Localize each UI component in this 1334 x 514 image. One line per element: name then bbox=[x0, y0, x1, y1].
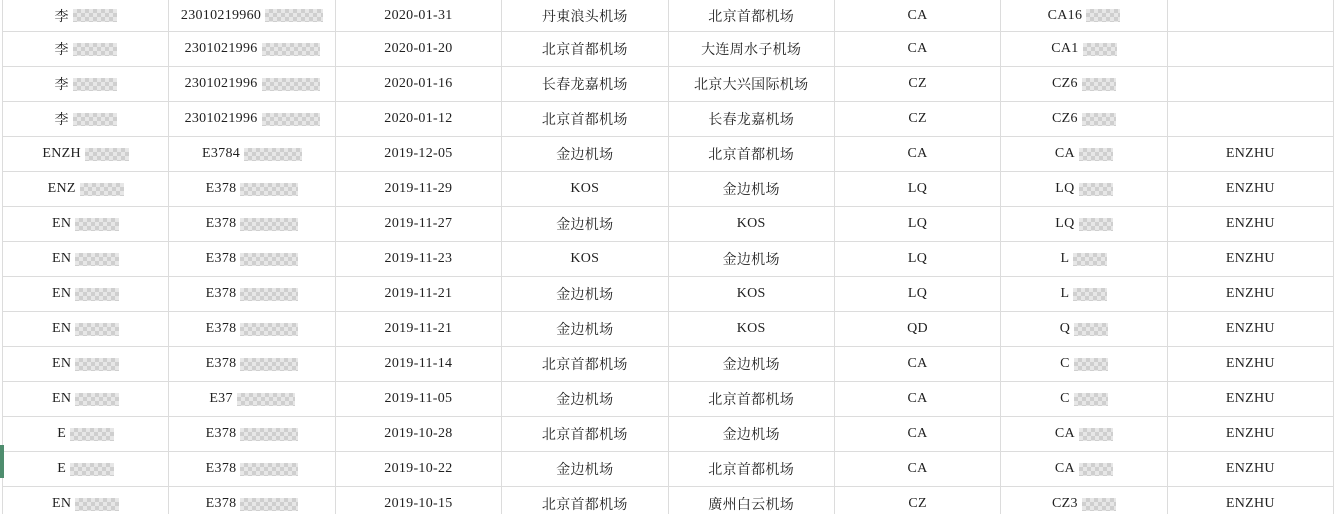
cell-flight-number[interactable] bbox=[1001, 0, 1167, 31]
redaction-mosaic bbox=[262, 78, 320, 91]
cell-holder-name[interactable] bbox=[1168, 137, 1334, 171]
cell-document-id[interactable] bbox=[169, 242, 335, 276]
cell-departure-airport[interactable] bbox=[502, 137, 668, 171]
airline-code-text: CZ bbox=[908, 111, 927, 126]
cell-flight-number[interactable] bbox=[1001, 347, 1167, 381]
cell-passenger-name[interactable] bbox=[3, 382, 169, 416]
passenger-name-text: EN bbox=[52, 216, 72, 231]
cell-document-id[interactable] bbox=[169, 0, 335, 31]
flight-number-text: CA16 bbox=[1047, 7, 1083, 23]
cell-departure-airport[interactable] bbox=[502, 347, 668, 381]
cell-departure-airport[interactable] bbox=[502, 277, 668, 311]
cell-departure-airport[interactable] bbox=[502, 242, 668, 276]
cell-departure-airport[interactable] bbox=[502, 0, 668, 31]
cell-departure-airport[interactable] bbox=[502, 102, 668, 136]
cell-airline-code[interactable] bbox=[835, 32, 1001, 66]
cell-passenger-name[interactable] bbox=[3, 207, 169, 241]
cell-holder-name[interactable] bbox=[1168, 347, 1334, 381]
document-id-text: E378 bbox=[205, 216, 237, 231]
cell-document-id[interactable] bbox=[169, 417, 335, 451]
table-row bbox=[3, 207, 1334, 242]
arrival-airport-text: 北京首都机场 bbox=[708, 463, 795, 478]
cell-holder-name[interactable] bbox=[1168, 312, 1334, 346]
flight-date-text: 2020-01-31 bbox=[384, 7, 453, 23]
arrival-airport-text: 长春龙嘉机场 bbox=[708, 113, 795, 128]
cell-passenger-name[interactable] bbox=[3, 347, 169, 381]
airline-code-text: LQ bbox=[907, 181, 928, 196]
arrival-airport-text: 北京大兴国际机场 bbox=[693, 78, 809, 93]
redaction-mosaic bbox=[240, 498, 298, 511]
document-id-text: E378 bbox=[205, 426, 237, 441]
cell-flight-number[interactable] bbox=[1001, 137, 1167, 171]
cell-flight-date[interactable] bbox=[336, 207, 502, 241]
flight-number-text: CZ6 bbox=[1052, 111, 1078, 126]
cell-flight-number[interactable] bbox=[1001, 242, 1167, 276]
cell-document-id[interactable] bbox=[169, 487, 335, 514]
cell-arrival-airport[interactable] bbox=[669, 242, 835, 276]
departure-airport-text: 北京首都机场 bbox=[541, 113, 628, 128]
airline-code-text: LQ bbox=[907, 251, 928, 266]
document-id-text: 2301021996 bbox=[184, 111, 258, 126]
cell-holder-name[interactable] bbox=[1168, 417, 1334, 451]
departure-airport-text: 金边机场 bbox=[556, 393, 614, 408]
arrival-airport-text: 金边机场 bbox=[722, 253, 780, 268]
departure-airport-text: 北京首都机场 bbox=[541, 358, 628, 373]
cell-flight-date[interactable] bbox=[336, 67, 502, 101]
cell-passenger-name[interactable] bbox=[3, 277, 169, 311]
cell-departure-airport[interactable] bbox=[502, 487, 668, 514]
passenger-name-text: EN bbox=[52, 496, 72, 511]
arrival-airport-text: KOS bbox=[736, 321, 766, 336]
table-row bbox=[3, 67, 1334, 102]
airline-code-text: CZ bbox=[908, 496, 927, 511]
redaction-mosaic bbox=[240, 253, 298, 266]
arrival-airport-text: 北京首都机场 bbox=[708, 148, 795, 163]
holder-name-text: ENZHU bbox=[1225, 321, 1275, 336]
cell-flight-date[interactable] bbox=[336, 0, 502, 31]
holder-name-text: ENZHU bbox=[1225, 356, 1275, 371]
cell-airline-code[interactable] bbox=[835, 137, 1001, 171]
redaction-mosaic bbox=[1079, 463, 1113, 476]
document-id-text: E378 bbox=[205, 461, 237, 476]
cell-airline-code[interactable] bbox=[835, 312, 1001, 346]
cell-holder-name[interactable] bbox=[1168, 32, 1334, 66]
cell-holder-name[interactable] bbox=[1168, 0, 1334, 31]
redaction-mosaic bbox=[244, 148, 302, 161]
redaction-mosaic bbox=[80, 183, 124, 196]
flight-number-text: CA bbox=[1054, 426, 1075, 441]
cell-flight-date[interactable] bbox=[336, 312, 502, 346]
flight-date-text: 2020-01-16 bbox=[384, 76, 453, 91]
redaction-mosaic bbox=[1082, 78, 1116, 91]
cell-departure-airport[interactable] bbox=[502, 32, 668, 66]
flight-date-text: 2020-01-20 bbox=[384, 41, 453, 56]
departure-airport-text: 金边机场 bbox=[556, 148, 614, 163]
cell-departure-airport[interactable] bbox=[502, 382, 668, 416]
departure-airport-text: 丹東浪头机场 bbox=[541, 9, 628, 25]
departure-airport-text: 长春龙嘉机场 bbox=[541, 78, 628, 93]
cell-flight-number[interactable] bbox=[1001, 382, 1167, 416]
arrival-airport-text: 金边机场 bbox=[722, 428, 780, 443]
flight-number-text: CA bbox=[1054, 146, 1075, 161]
cell-passenger-name[interactable] bbox=[3, 32, 169, 66]
row-selection-marker bbox=[0, 445, 4, 478]
cell-flight-number[interactable] bbox=[1001, 452, 1167, 486]
cell-arrival-airport[interactable] bbox=[669, 487, 835, 514]
redaction-mosaic bbox=[1082, 498, 1116, 511]
cell-airline-code[interactable] bbox=[835, 487, 1001, 514]
cell-holder-name[interactable] bbox=[1168, 452, 1334, 486]
airline-code-text: CA bbox=[907, 7, 928, 23]
redaction-mosaic bbox=[1073, 288, 1107, 301]
redaction-mosaic bbox=[73, 9, 117, 22]
flight-date-text: 2019-10-22 bbox=[384, 461, 453, 476]
departure-airport-text: 金边机场 bbox=[556, 463, 614, 478]
passenger-name-text: E bbox=[57, 426, 67, 441]
cell-airline-code[interactable] bbox=[835, 347, 1001, 381]
flight-date-text: 2019-11-23 bbox=[384, 251, 453, 266]
table-row bbox=[3, 487, 1334, 514]
cell-flight-date[interactable] bbox=[336, 277, 502, 311]
holder-name-text: ENZHU bbox=[1225, 391, 1275, 406]
flight-number-text: Q bbox=[1059, 321, 1071, 336]
cell-document-id[interactable] bbox=[169, 172, 335, 206]
redaction-mosaic bbox=[1079, 148, 1113, 161]
cell-flight-number[interactable] bbox=[1001, 277, 1167, 311]
airline-code-text: CA bbox=[907, 41, 928, 56]
cell-departure-airport[interactable] bbox=[502, 207, 668, 241]
departure-airport-text: 金边机场 bbox=[556, 323, 614, 338]
cell-document-id[interactable] bbox=[169, 102, 335, 136]
table-row bbox=[3, 347, 1334, 382]
flight-number-text: C bbox=[1060, 356, 1070, 371]
departure-airport-text: 北京首都机场 bbox=[541, 43, 628, 58]
holder-name-text: ENZHU bbox=[1225, 461, 1275, 476]
arrival-airport-text: KOS bbox=[736, 286, 766, 301]
redaction-mosaic bbox=[70, 463, 114, 476]
airline-code-text: CA bbox=[907, 356, 928, 371]
flight-date-text: 2019-10-28 bbox=[384, 426, 453, 441]
table-row bbox=[3, 277, 1334, 312]
holder-name-text: ENZHU bbox=[1225, 181, 1275, 196]
cell-passenger-name[interactable] bbox=[3, 102, 169, 136]
cell-arrival-airport[interactable] bbox=[669, 347, 835, 381]
document-id-text: E378 bbox=[205, 496, 237, 511]
document-id-text: E378 bbox=[205, 286, 237, 301]
document-id-text: E3784 bbox=[202, 146, 241, 161]
cell-holder-name[interactable] bbox=[1168, 207, 1334, 241]
table-row bbox=[3, 32, 1334, 67]
redaction-mosaic bbox=[237, 393, 295, 406]
passenger-name-text: 李 bbox=[54, 43, 69, 58]
table-row bbox=[3, 382, 1334, 417]
cell-departure-airport[interactable] bbox=[502, 312, 668, 346]
airline-code-text: CA bbox=[907, 146, 928, 161]
document-id-text: E378 bbox=[205, 251, 237, 266]
cell-flight-date[interactable] bbox=[336, 487, 502, 514]
redaction-mosaic bbox=[240, 218, 298, 231]
flight-date-text: 2019-12-05 bbox=[384, 146, 453, 161]
cell-arrival-airport[interactable] bbox=[669, 137, 835, 171]
redaction-mosaic bbox=[1079, 183, 1113, 196]
cell-flight-date[interactable] bbox=[336, 347, 502, 381]
flight-date-text: 2019-11-21 bbox=[384, 321, 453, 336]
flight-number-text: C bbox=[1060, 391, 1070, 406]
cell-document-id[interactable] bbox=[169, 32, 335, 66]
flight-date-text: 2019-11-14 bbox=[384, 356, 453, 371]
cell-flight-number[interactable] bbox=[1001, 102, 1167, 136]
redaction-mosaic bbox=[1083, 43, 1117, 56]
cell-arrival-airport[interactable] bbox=[669, 102, 835, 136]
passenger-name-text: EN bbox=[52, 286, 72, 301]
cell-passenger-name[interactable] bbox=[3, 172, 169, 206]
cell-holder-name[interactable] bbox=[1168, 172, 1334, 206]
cell-passenger-name[interactable] bbox=[3, 452, 169, 486]
cell-airline-code[interactable] bbox=[835, 452, 1001, 486]
cell-departure-airport[interactable] bbox=[502, 172, 668, 206]
holder-name-text: ENZHU bbox=[1225, 286, 1275, 301]
cell-document-id[interactable] bbox=[169, 382, 335, 416]
redaction-mosaic bbox=[1074, 393, 1108, 406]
table-row bbox=[3, 312, 1334, 347]
cell-flight-number[interactable] bbox=[1001, 417, 1167, 451]
redaction-mosaic bbox=[1082, 113, 1116, 126]
arrival-airport-text: 廣州白云机场 bbox=[708, 498, 795, 513]
cell-passenger-name[interactable] bbox=[3, 0, 169, 31]
cell-arrival-airport[interactable] bbox=[669, 207, 835, 241]
passenger-name-text: EN bbox=[52, 391, 72, 406]
redaction-mosaic bbox=[85, 148, 129, 161]
cell-holder-name[interactable] bbox=[1168, 102, 1334, 136]
cell-flight-date[interactable] bbox=[336, 102, 502, 136]
cell-airline-code[interactable] bbox=[835, 102, 1001, 136]
redaction-mosaic bbox=[75, 393, 119, 406]
airline-code-text: QD bbox=[907, 321, 928, 336]
cell-passenger-name[interactable] bbox=[3, 67, 169, 101]
table-row bbox=[3, 172, 1334, 207]
table-row bbox=[3, 102, 1334, 137]
cell-airline-code[interactable] bbox=[835, 0, 1001, 31]
flight-date-text: 2019-10-15 bbox=[384, 496, 453, 511]
departure-airport-text: 金边机场 bbox=[556, 288, 614, 303]
document-id-text: E378 bbox=[205, 356, 237, 371]
redaction-mosaic bbox=[1073, 253, 1107, 266]
flight-date-text: 2019-11-29 bbox=[384, 181, 453, 196]
cell-arrival-airport[interactable] bbox=[669, 277, 835, 311]
cell-arrival-airport[interactable] bbox=[669, 312, 835, 346]
arrival-airport-text: 大连周水子机场 bbox=[701, 43, 802, 58]
airline-code-text: CA bbox=[907, 426, 928, 441]
cell-flight-date[interactable] bbox=[336, 382, 502, 416]
passenger-name-text: ENZH bbox=[42, 146, 81, 161]
cell-document-id[interactable] bbox=[169, 452, 335, 486]
flight-number-text: LQ bbox=[1055, 181, 1075, 196]
airline-code-text: LQ bbox=[907, 216, 928, 231]
holder-name-text: ENZHU bbox=[1225, 496, 1275, 511]
table-row bbox=[3, 242, 1334, 277]
document-id-text: E378 bbox=[205, 321, 237, 336]
departure-airport-text: KOS bbox=[570, 251, 600, 266]
passenger-name-text: EN bbox=[52, 356, 72, 371]
cell-departure-airport[interactable] bbox=[502, 67, 668, 101]
cell-passenger-name[interactable] bbox=[3, 417, 169, 451]
redaction-mosaic bbox=[1074, 358, 1108, 371]
cell-arrival-airport[interactable] bbox=[669, 67, 835, 101]
cell-airline-code[interactable] bbox=[835, 382, 1001, 416]
cell-flight-date[interactable] bbox=[336, 172, 502, 206]
passenger-name-text: 李 bbox=[54, 78, 69, 93]
cell-flight-number[interactable] bbox=[1001, 312, 1167, 346]
passenger-name-text: EN bbox=[52, 321, 72, 336]
arrival-airport-text: KOS bbox=[736, 216, 766, 231]
redaction-mosaic bbox=[240, 183, 298, 196]
redaction-mosaic bbox=[75, 323, 119, 336]
cell-arrival-airport[interactable] bbox=[669, 172, 835, 206]
airline-code-text: LQ bbox=[907, 286, 928, 301]
cell-holder-name[interactable] bbox=[1168, 382, 1334, 416]
cell-flight-number[interactable] bbox=[1001, 32, 1167, 66]
holder-name-text: ENZHU bbox=[1225, 426, 1275, 441]
redaction-mosaic bbox=[1074, 323, 1108, 336]
cell-passenger-name[interactable] bbox=[3, 242, 169, 276]
flight-number-text: CA1 bbox=[1051, 41, 1079, 56]
cell-flight-date[interactable] bbox=[336, 137, 502, 171]
cell-airline-code[interactable] bbox=[835, 417, 1001, 451]
cell-arrival-airport[interactable] bbox=[669, 0, 835, 31]
document-id-text: 23010219960 bbox=[180, 7, 262, 23]
cell-flight-date[interactable] bbox=[336, 417, 502, 451]
redaction-mosaic bbox=[75, 498, 119, 511]
redaction-mosaic bbox=[1079, 428, 1113, 441]
flight-number-text: CA bbox=[1054, 461, 1075, 476]
flight-number-text: LQ bbox=[1055, 216, 1075, 231]
redaction-mosaic bbox=[73, 113, 117, 126]
cell-holder-name[interactable] bbox=[1168, 487, 1334, 514]
redaction-mosaic bbox=[240, 358, 298, 371]
flight-date-text: 2020-01-12 bbox=[384, 111, 453, 126]
passenger-name-text: EN bbox=[52, 251, 72, 266]
cell-airline-code[interactable] bbox=[835, 242, 1001, 276]
redaction-mosaic bbox=[262, 113, 320, 126]
cell-document-id[interactable] bbox=[169, 277, 335, 311]
holder-name-text: ENZHU bbox=[1225, 146, 1275, 161]
redaction-mosaic bbox=[1086, 9, 1120, 22]
departure-airport-text: 北京首都机场 bbox=[541, 428, 628, 443]
cell-departure-airport[interactable] bbox=[502, 452, 668, 486]
airline-code-text: CA bbox=[907, 461, 928, 476]
redaction-mosaic bbox=[75, 253, 119, 266]
cell-holder-name[interactable] bbox=[1168, 67, 1334, 101]
cell-flight-number[interactable] bbox=[1001, 172, 1167, 206]
passenger-name-text: 李 bbox=[54, 113, 69, 128]
table-row bbox=[3, 0, 1334, 32]
flight-number-text: CZ6 bbox=[1052, 76, 1078, 91]
redaction-mosaic bbox=[75, 218, 119, 231]
departure-airport-text: 北京首都机场 bbox=[541, 498, 628, 513]
airline-code-text: CA bbox=[907, 391, 928, 406]
cell-holder-name[interactable] bbox=[1168, 242, 1334, 276]
document-id-text: 2301021996 bbox=[184, 41, 258, 56]
redaction-mosaic bbox=[240, 428, 298, 441]
passenger-name-text: E bbox=[57, 461, 67, 476]
document-id-text: 2301021996 bbox=[184, 76, 258, 91]
redaction-mosaic bbox=[240, 288, 298, 301]
flight-date-text: 2019-11-21 bbox=[384, 286, 453, 301]
cell-arrival-airport[interactable] bbox=[669, 32, 835, 66]
document-id-text: E378 bbox=[205, 181, 237, 196]
arrival-airport-text: 北京首都机场 bbox=[708, 393, 795, 408]
holder-name-text: ENZHU bbox=[1225, 251, 1275, 266]
cell-airline-code[interactable] bbox=[835, 277, 1001, 311]
cell-flight-date[interactable] bbox=[336, 32, 502, 66]
arrival-airport-text: 金边机场 bbox=[722, 358, 780, 373]
airline-code-text: CZ bbox=[908, 76, 927, 91]
cell-document-id[interactable] bbox=[169, 207, 335, 241]
redaction-mosaic bbox=[75, 288, 119, 301]
redaction-mosaic bbox=[265, 9, 323, 22]
departure-airport-text: 金边机场 bbox=[556, 218, 614, 233]
arrival-airport-text: 金边机场 bbox=[722, 183, 780, 198]
cell-passenger-name[interactable] bbox=[3, 137, 169, 171]
cell-flight-date[interactable] bbox=[336, 242, 502, 276]
flight-number-text: L bbox=[1060, 251, 1070, 266]
table-row bbox=[3, 452, 1334, 487]
cell-departure-airport[interactable] bbox=[502, 417, 668, 451]
redaction-mosaic bbox=[1079, 218, 1113, 231]
arrival-airport-text: 北京首都机场 bbox=[708, 9, 795, 25]
cell-document-id[interactable] bbox=[169, 137, 335, 171]
departure-airport-text: KOS bbox=[570, 181, 600, 196]
cell-document-id[interactable] bbox=[169, 312, 335, 346]
redaction-mosaic bbox=[73, 43, 117, 56]
cell-arrival-airport[interactable] bbox=[669, 452, 835, 486]
cell-airline-code[interactable] bbox=[835, 172, 1001, 206]
passenger-name-text: 李 bbox=[54, 9, 69, 25]
cell-airline-code[interactable] bbox=[835, 207, 1001, 241]
redaction-mosaic bbox=[240, 323, 298, 336]
flight-number-text: L bbox=[1060, 286, 1070, 301]
cell-passenger-name[interactable] bbox=[3, 487, 169, 514]
cell-airline-code[interactable] bbox=[835, 67, 1001, 101]
cell-flight-date[interactable] bbox=[336, 452, 502, 486]
cell-arrival-airport[interactable] bbox=[669, 417, 835, 451]
cell-flight-number[interactable] bbox=[1001, 487, 1167, 514]
cell-passenger-name[interactable] bbox=[3, 312, 169, 346]
cell-flight-number[interactable] bbox=[1001, 67, 1167, 101]
redaction-mosaic bbox=[240, 463, 298, 476]
table-body bbox=[2, 0, 1334, 514]
flight-number-text: CZ3 bbox=[1052, 496, 1078, 511]
cell-holder-name[interactable] bbox=[1168, 277, 1334, 311]
document-id-text: E37 bbox=[209, 391, 233, 406]
redaction-mosaic bbox=[262, 43, 320, 56]
cell-document-id[interactable] bbox=[169, 347, 335, 381]
table-row bbox=[3, 417, 1334, 452]
flight-date-text: 2019-11-05 bbox=[384, 391, 453, 406]
redaction-mosaic bbox=[75, 358, 119, 371]
redaction-mosaic bbox=[70, 428, 114, 441]
flight-date-text: 2019-11-27 bbox=[384, 216, 453, 231]
cell-document-id[interactable] bbox=[169, 67, 335, 101]
holder-name-text: ENZHU bbox=[1225, 216, 1275, 231]
cell-arrival-airport[interactable] bbox=[669, 382, 835, 416]
table-row bbox=[3, 137, 1334, 172]
redaction-mosaic bbox=[73, 78, 117, 91]
cell-flight-number[interactable] bbox=[1001, 207, 1167, 241]
passenger-name-text: ENZ bbox=[47, 181, 76, 196]
